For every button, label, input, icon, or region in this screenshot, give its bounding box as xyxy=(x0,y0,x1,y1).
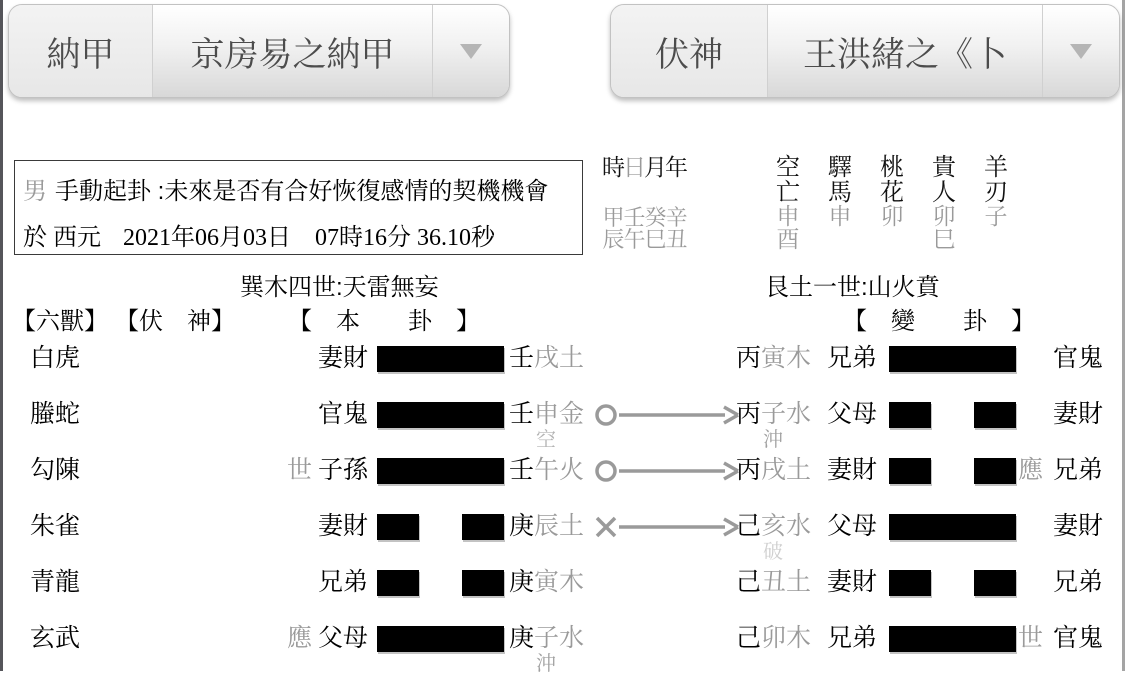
ganzhi-element: 土 xyxy=(786,568,812,596)
star-value: 卯 xyxy=(932,203,956,229)
star-name-char: 桃 xyxy=(880,154,904,181)
ganzhi-label xyxy=(509,624,584,653)
star-column xyxy=(762,155,814,251)
relation-label: 兄弟 xyxy=(827,344,878,372)
hexagram-line-row xyxy=(0,442,1125,498)
relation-label: 妻財 xyxy=(318,344,369,372)
date-text: 2021年06月03日 xyxy=(123,225,291,251)
moving-line-arrow-icon xyxy=(594,400,742,430)
ganzhi-label xyxy=(736,456,811,485)
pillar-header: 時 xyxy=(602,154,625,180)
ganzhi-stem: 己 xyxy=(736,512,762,540)
relation-label: 妻財 xyxy=(1053,400,1104,428)
ganzhi-element: 水 xyxy=(786,400,812,428)
yang-line-bar xyxy=(889,626,1016,652)
star-name-char: 亡 xyxy=(776,179,800,206)
ganzhi-element: 火 xyxy=(559,456,585,484)
fushen-label: 伏神 xyxy=(611,5,768,97)
yin-line-bar xyxy=(889,458,1016,484)
ganzhi-element: 木 xyxy=(786,344,812,372)
relation-label: 兄弟 xyxy=(827,624,878,652)
ganzhi-branch: 戌 xyxy=(534,344,560,372)
clash-note: 沖 xyxy=(536,653,556,675)
pillar-column xyxy=(624,155,645,251)
relation-label: 兄弟 xyxy=(318,568,369,596)
najia-label: 納甲 xyxy=(9,5,153,97)
header-six-beasts: 【六獸】 xyxy=(12,308,108,335)
header-hidden-spirit: 【伏 神】 xyxy=(115,308,235,335)
gender-label: 男 xyxy=(23,178,47,205)
ganzhi-branch: 丑 xyxy=(761,568,787,596)
pillar-stem: 甲 xyxy=(602,205,625,230)
relation-label: 官鬼 xyxy=(1053,344,1104,372)
four-pillars xyxy=(603,155,687,251)
ganzhi-branch: 戌 xyxy=(761,456,787,484)
star-column xyxy=(918,155,970,251)
ganzhi-element: 土 xyxy=(786,456,812,484)
void-note: 空 xyxy=(536,429,556,451)
ganzhi-stem: 庚 xyxy=(509,512,535,540)
star-column xyxy=(970,155,1022,251)
ganzhi-stem: 己 xyxy=(736,624,762,652)
ganzhi-stem: 丙 xyxy=(736,456,762,484)
yang-line-bar xyxy=(377,346,504,372)
ganzhi-stem: 壬 xyxy=(509,456,535,484)
chevron-down-icon xyxy=(1070,44,1092,59)
relation-label: 父母 xyxy=(318,624,369,652)
yang-line-bar xyxy=(377,458,504,484)
hexagram-line-row xyxy=(0,554,1125,610)
relation-label: 妻財 xyxy=(827,568,878,596)
ganzhi-branch: 午 xyxy=(534,456,560,484)
pillar-branch: 巳 xyxy=(644,227,667,252)
ganzhi-stem: 壬 xyxy=(509,400,535,428)
ying-marker: 應 xyxy=(287,624,313,652)
six-beast-label: 青龍 xyxy=(30,568,81,596)
ganzhi-label xyxy=(509,512,584,541)
star-name-char: 人 xyxy=(932,179,956,206)
ying-marker: 應 xyxy=(1018,456,1044,484)
relation-label: 父母 xyxy=(827,512,878,540)
star-column xyxy=(814,155,866,251)
pillar-stem: 辛 xyxy=(665,205,688,230)
ganzhi-element: 金 xyxy=(559,400,585,428)
star-name-char: 貴 xyxy=(932,154,956,181)
yang-line-bar xyxy=(377,626,504,652)
ganzhi-label xyxy=(509,568,584,597)
hexagram-line-row xyxy=(0,610,1125,675)
relation-label: 妻財 xyxy=(827,456,878,484)
ganzhi-element: 水 xyxy=(559,624,585,652)
star-name-char: 羊 xyxy=(984,154,1008,181)
pillar-branch: 午 xyxy=(623,227,646,252)
ganzhi-element: 木 xyxy=(559,568,585,596)
question-text: 手動起卦 :未來是否有合好恢復感情的契機機會 xyxy=(55,178,549,205)
relation-label: 官鬼 xyxy=(318,400,369,428)
hexagram-line-row xyxy=(0,330,1125,386)
ganzhi-stem: 壬 xyxy=(509,344,535,372)
star-value: 申 xyxy=(776,203,800,229)
ganzhi-label xyxy=(736,568,811,597)
six-beast-label: 朱雀 xyxy=(30,512,81,540)
star-name-char: 刃 xyxy=(984,179,1008,206)
star-value: 申 xyxy=(828,203,852,229)
query-box xyxy=(14,160,583,255)
star-value: 酉 xyxy=(776,226,800,252)
relation-label: 兄弟 xyxy=(1053,456,1104,484)
moving-line-arrow-icon xyxy=(594,512,742,542)
yin-line-bar xyxy=(377,514,504,540)
ganzhi-label xyxy=(736,512,811,541)
ganzhi-stem: 丙 xyxy=(736,344,762,372)
ganzhi-label xyxy=(736,400,811,429)
najia-dropdown-button[interactable] xyxy=(432,5,509,97)
star-name-char: 馬 xyxy=(828,179,852,206)
relation-label: 官鬼 xyxy=(1053,624,1104,652)
star-value: 子 xyxy=(984,203,1008,229)
ganzhi-stem: 己 xyxy=(736,568,762,596)
ganzhi-branch: 寅 xyxy=(534,568,560,596)
yin-line-bar xyxy=(377,570,504,596)
six-beast-label: 勾陳 xyxy=(30,456,81,484)
break-note: 破 xyxy=(763,541,783,563)
star-deities xyxy=(762,155,1022,251)
najia-method-select[interactable] xyxy=(8,4,510,98)
ganzhi-element: 木 xyxy=(786,624,812,652)
date-line xyxy=(23,217,495,252)
fushen-method-select[interactable] xyxy=(610,4,1120,98)
changed-hexagram-title: 艮土一世:山火賁 xyxy=(765,274,940,301)
ganzhi-branch: 子 xyxy=(534,624,560,652)
six-beast-label: 螣蛇 xyxy=(30,400,81,428)
yang-line-bar xyxy=(889,514,1016,540)
clash-note: 沖 xyxy=(763,429,783,451)
pillar-column xyxy=(603,155,624,251)
header-main-hexagram: 【 本 卦 】 xyxy=(288,308,480,335)
ganzhi-stem: 丙 xyxy=(736,400,762,428)
ganzhi-branch: 辰 xyxy=(534,512,560,540)
moving-line-arrow-icon xyxy=(594,456,742,486)
fushen-selected-value[interactable]: 王洪緒之《卜 xyxy=(768,5,1042,97)
ganzhi-label xyxy=(509,456,584,485)
ganzhi-label xyxy=(509,344,584,373)
yang-line-bar xyxy=(377,402,504,428)
header-changed-hexagram: 【 變 卦 】 xyxy=(843,308,1035,335)
ganzhi-stem: 庚 xyxy=(509,624,535,652)
hexagram-line-row xyxy=(0,498,1125,563)
star-column xyxy=(866,155,918,251)
star-name-char: 花 xyxy=(880,179,904,206)
najia-selected-value[interactable]: 京房易之納甲 xyxy=(153,5,432,97)
yang-line-bar xyxy=(889,346,1016,372)
chevron-down-icon xyxy=(460,44,482,59)
ganzhi-element: 土 xyxy=(559,344,585,372)
relation-label: 妻財 xyxy=(318,512,369,540)
star-value: 卯 xyxy=(880,203,904,229)
time-text: 07時16分 36.10秒 xyxy=(315,225,495,251)
pillar-column xyxy=(645,155,666,251)
ganzhi-label xyxy=(736,344,811,373)
star-name-char: 驛 xyxy=(828,154,852,181)
star-name-char: 空 xyxy=(776,154,800,181)
ganzhi-element: 土 xyxy=(559,512,585,540)
ganzhi-element: 水 xyxy=(786,512,812,540)
main-hexagram-title: 巽木四世:天雷無妄 xyxy=(240,274,439,301)
pillar-header: 年 xyxy=(665,154,688,180)
ganzhi-label xyxy=(509,400,584,429)
ganzhi-branch: 子 xyxy=(761,400,787,428)
hexagram-lines-table xyxy=(0,330,1125,675)
query-line xyxy=(23,171,548,206)
shi-marker: 世 xyxy=(287,456,313,484)
pillar-header: 日 xyxy=(623,154,646,180)
yin-line-bar xyxy=(889,402,1016,428)
six-beast-label: 玄武 xyxy=(30,624,81,652)
ganzhi-branch: 寅 xyxy=(761,344,787,372)
pillar-column xyxy=(666,155,687,251)
six-beast-label: 白虎 xyxy=(30,344,81,372)
yin-line-bar xyxy=(889,570,1016,596)
ganzhi-branch: 亥 xyxy=(761,512,787,540)
shi-marker: 世 xyxy=(1018,624,1044,652)
star-value: 巳 xyxy=(932,226,956,252)
relation-label: 妻財 xyxy=(1053,512,1104,540)
ganzhi-label xyxy=(736,624,811,653)
fushen-dropdown-button[interactable] xyxy=(1042,5,1119,97)
pillar-branch: 丑 xyxy=(665,227,688,252)
pillar-stem: 癸 xyxy=(644,205,667,230)
ganzhi-branch: 申 xyxy=(534,400,560,428)
pillar-branch: 辰 xyxy=(602,227,625,252)
relation-label: 父母 xyxy=(827,400,878,428)
date-prefix: 於 西元 xyxy=(23,225,101,251)
relation-label: 兄弟 xyxy=(1053,568,1104,596)
pillar-stem: 壬 xyxy=(623,205,646,230)
relation-label: 子孫 xyxy=(318,456,369,484)
ganzhi-branch: 卯 xyxy=(761,624,787,652)
ganzhi-stem: 庚 xyxy=(509,568,535,596)
hexagram-line-row xyxy=(0,386,1125,451)
pillar-header: 月 xyxy=(644,154,667,180)
